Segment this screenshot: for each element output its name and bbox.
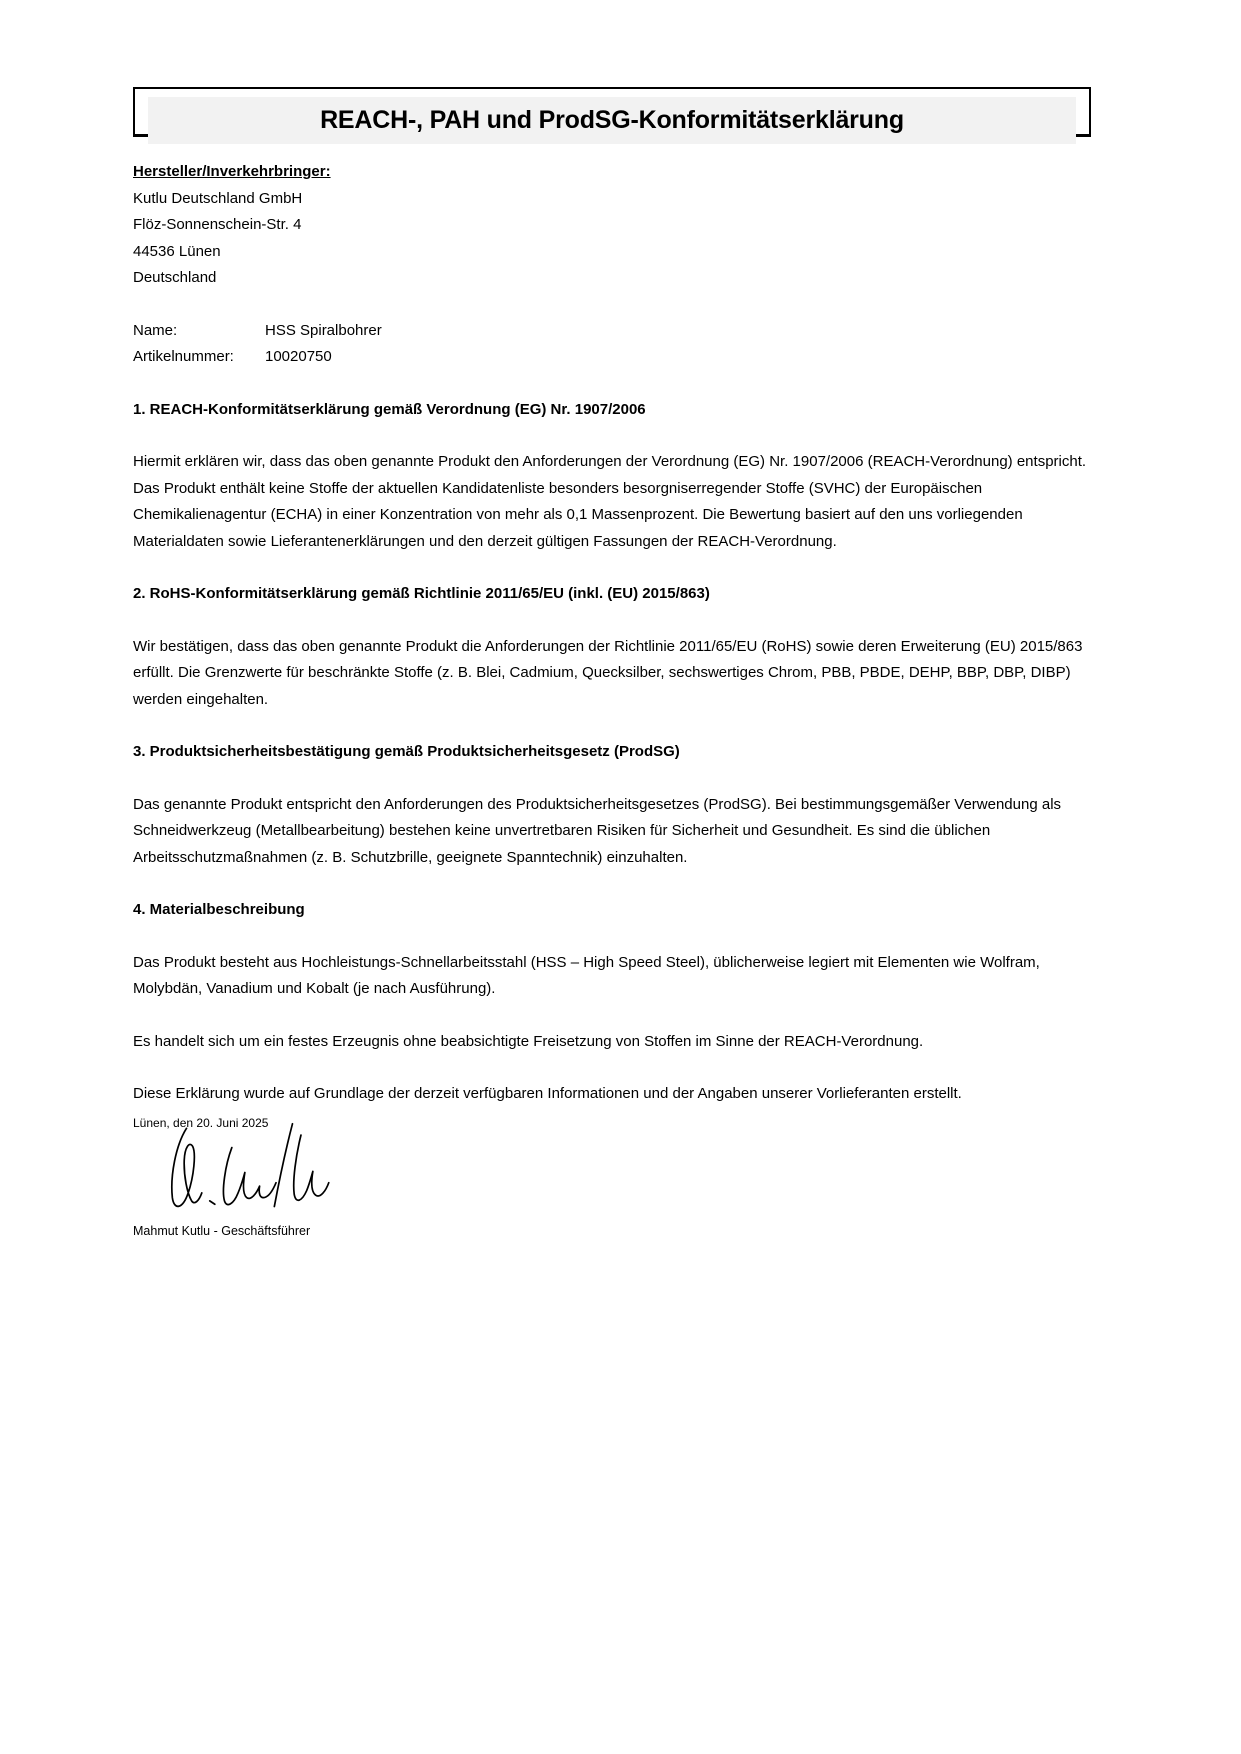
product-article-label: Artikelnummer: bbox=[133, 348, 234, 365]
section-prodsg-heading: 3. Produktsicherheitsbestätigung gemäß Produktsicherheitsgesetz (ProdSG) bbox=[133, 743, 680, 760]
product-name-label: Name: bbox=[133, 321, 178, 339]
section-reach bbox=[133, 397, 1111, 556]
manufacturer-company: Kutlu Deutschland GmbH bbox=[133, 189, 303, 207]
title-bar bbox=[148, 97, 1076, 144]
section-rohs bbox=[133, 581, 1111, 713]
section-rohs-heading: 2. RoHS-Konformitätserklärung gemäß Richtlinie 2011/65/EU (inkl. (EU) 2015/863) bbox=[133, 585, 710, 602]
product-article-row bbox=[133, 344, 1111, 371]
section-reach-paragraph: Hiermit erklären wir, dass das oben genannte Produkt den Anforderungen der Verordnung (EG) Nr. 1907/2006 (REACH-Verordnung) entspricht. Das Produkt enthält keine Stoffe der aktuellen Kandidatenliste besonders besorgniserregender Stoffe (SVHC) der Europäischen Chemikalienagentur (ECHA) in einer Konzentration von mehr als 0,1 Massenprozent. Die Bewertung basiert auf den uns vorliegenden Materialdaten sowie Lieferantenerklärungen und den derzeit gültigen Fassungen der REACH-Verordnung. bbox=[133, 453, 1087, 550]
section-material-heading: 4. Materialbeschreibung bbox=[133, 901, 305, 918]
document-content bbox=[133, 159, 1111, 1240]
section-rohs-paragraph: Wir bestätigen, dass das oben genannte Produkt die Anforderungen der Richtlinie 2011/65/EU (RoHS) sowie deren Erweiterung (EU) 2015/863 erfüllt. Die Grenzwerte für beschränkte Stoffe (z. B. Blei, Cadmium, Quecksilber, sechswertiges Chrom, PBB, PBDE, DEHP, BBP, DBP, DIBP) werden eingehalten. bbox=[133, 637, 1083, 708]
manufacturer-country: Deutschland bbox=[133, 269, 217, 286]
signer-name: Mahmut Kutlu - Geschäftsführer bbox=[133, 1223, 311, 1238]
manufacturer-city: 44536 Lünen bbox=[133, 242, 221, 260]
place-date: Lünen, den 20. Juni 2025 bbox=[133, 1115, 269, 1130]
product-name-value: HSS Spiralbohrer bbox=[265, 321, 382, 339]
section-prodsg-paragraph: Das genannte Produkt entspricht den Anforderungen des Produktsicherheitsgesetzes (ProdSG). Bei bestimmungsgemäßer Verwendung als Schneidwerkzeug (Metallbearbeitung) bestehen keine unvertretbaren Risiken für Sicherheit und Gesundheit. Es sind die üblichen Arbeitsschutzmaßnahmen (z. B. Schutzbrille, geeignete Spanntechnik) einzuhalten. bbox=[133, 795, 1062, 866]
page-title: REACH-, PAH und ProdSG-Konformitätserklärung bbox=[320, 106, 904, 134]
manufacturer-street: Flöz-Sonnenschein-Str. 4 bbox=[133, 216, 302, 233]
section-reach-heading: 1. REACH-Konformitätserklärung gemäß Verordnung (EG) Nr. 1907/2006 bbox=[133, 400, 646, 418]
manufacturer-block bbox=[133, 159, 1111, 292]
signature-block bbox=[133, 1114, 1111, 1240]
section-material-paragraph-3: Diese Erklärung wurde auf Grundlage der derzeit verfügbaren Informationen und der Angaben unserer Vorlieferanten erstellt. bbox=[133, 1085, 962, 1102]
section-material bbox=[133, 897, 1111, 1108]
section-prodsg bbox=[133, 739, 1111, 871]
product-article-value: 10020750 bbox=[265, 348, 332, 365]
title-box bbox=[133, 87, 1091, 137]
manufacturer-heading: Hersteller/Inverkehrbringer: bbox=[133, 163, 331, 180]
section-material-paragraph-1: Das Produkt besteht aus Hochleistungs-Schnellarbeitsstahl (HSS – High Speed Steel), üblicherweise legiert mit Elementen wie Wolfram, Molybdän, Vanadium und Kobalt (je nach Ausführung). bbox=[133, 953, 1040, 997]
section-material-paragraph-2: Es handelt sich um ein festes Erzeugnis ohne beabsichtigte Freisetzung von Stoffen im Sinne der REACH-Verordnung. bbox=[133, 1032, 924, 1050]
product-name-row bbox=[133, 318, 1111, 345]
product-block bbox=[133, 318, 1111, 371]
signature-image bbox=[161, 1118, 331, 1218]
